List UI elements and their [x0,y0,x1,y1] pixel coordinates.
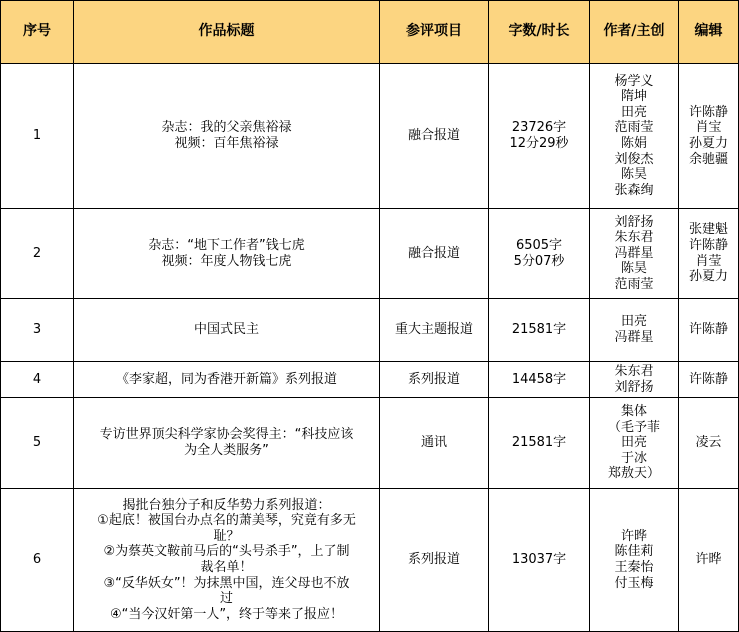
row-number: 4 [1,362,74,398]
row-editors [679,489,739,632]
row-editors [679,299,739,362]
row-editors-line: 凌云 [695,435,722,451]
row-title-line: 杂志：“地下工作者”钱七虎 [148,237,305,253]
row-authors-line: 范雨莹 [614,276,654,292]
row-title-line: 专访世界顶尖科学家协会奖得主：“科技应该 [99,427,354,443]
row-category: 系列报道 [380,489,489,632]
row-authors-line: 朱东君 [614,363,654,379]
row-title-line: 耻？ [213,528,240,544]
row-authors-line: 郑敖天） [607,466,660,482]
row-category: 融合报道 [380,64,489,209]
row-editors-line: 许晔 [695,552,722,568]
row-editors-line: 许陈静 [688,104,728,120]
row-editors-line: 肖莹 [695,253,722,269]
row-authors-line: 冯群星 [614,330,654,345]
row-editors-line: 许陈静 [688,371,728,387]
row-length [489,209,590,299]
row-length [489,398,590,489]
row-title-line: ④“当今汉奸第一人”，终于等来了报应！ [109,606,344,622]
row-authors-line: 朱东君 [614,230,654,246]
row-title [74,398,380,489]
table-row [1,489,739,632]
row-length-line: 6505字 [515,237,563,253]
table-row [1,398,739,489]
row-number: 1 [1,64,74,209]
row-length-line: 13037字 [511,552,567,568]
row-editors-line: 孙夏力 [688,136,728,151]
row-length [489,299,590,362]
row-title [74,209,380,299]
row-authors-line: 刘俊杰 [614,151,654,167]
row-authors [590,398,679,489]
row-authors-line: 田亮 [620,104,647,120]
row-length-line: 12分29秒 [509,136,569,151]
row-number: 3 [1,299,74,362]
header-title: 作品标题 [74,1,380,64]
row-number: 2 [1,209,74,299]
row-category: 重大主题报道 [380,299,489,362]
row-authors-line: （毛予菲 [607,419,660,435]
row-authors-line: 许晔 [620,528,647,544]
row-authors-line: 陈昊 [620,261,647,277]
row-length-line: 21581字 [511,435,567,451]
table-row [1,299,739,362]
row-authors [590,489,679,632]
header-category: 参评项目 [380,1,489,64]
row-authors-line: 陈佳莉 [614,544,654,560]
row-title [74,489,380,632]
row-title-line: ②为蔡英文鞍前马后的“头号杀手”，上了制 [103,544,350,560]
row-title-line: 视频：年度人物钱七虎 [161,253,292,269]
header-authors: 作者/主创 [590,1,679,64]
row-authors-line: 田亮 [620,314,647,330]
row-authors [590,64,679,209]
row-title-line: 揭批台独分子和反华势力系列报道： [122,497,331,513]
row-editors [679,64,739,209]
row-title-line: 为全人类服务” [184,443,269,458]
row-number: 6 [1,489,74,632]
row-authors-line: 田亮 [620,435,647,451]
row-title [74,362,380,398]
table-row [1,209,739,299]
row-title-line: ③“反华妖女”！为抹黑中国，连父母也不放 [103,575,350,591]
row-editors-line: 许陈静 [688,237,728,253]
header-length: 字数/时长 [489,1,590,64]
row-title-line: ①起底！被国台办点名的萧美琴，究竟有多无 [97,513,356,529]
table-row [1,362,739,398]
row-authors [590,299,679,362]
header-row [1,1,739,64]
row-title-line: 杂志：我的父亲焦裕禄 [161,120,292,136]
row-length [489,489,590,632]
row-authors-line: 张森绚 [614,182,654,198]
row-authors-line: 付玉梅 [614,575,654,591]
row-authors-line: 范雨莹 [614,120,654,136]
row-length [489,64,590,209]
row-authors-line: 杨学义 [614,73,654,89]
header-editors: 编辑 [679,1,739,64]
row-category: 系列报道 [380,362,489,398]
row-editors-line: 孙夏力 [688,269,728,285]
row-length-line: 23726字 [511,120,567,136]
row-title-line: 中国式民主 [193,322,259,338]
header-no: 序号 [1,1,74,64]
row-authors [590,209,679,299]
row-number: 5 [1,398,74,489]
row-authors-line: 于冰 [620,450,647,466]
table-row [1,64,739,209]
row-title-line: 过 [219,591,233,607]
row-category: 通讯 [380,398,489,489]
row-authors [590,362,679,398]
row-length-line: 21581字 [511,322,567,338]
row-authors-line: 王秦怡 [614,560,654,575]
row-title-line: 《李家超，同为香港开新篇》系列报道 [115,371,337,387]
row-authors-line: 陈娟 [620,136,647,151]
row-title-line: 裁名单！ [200,560,253,575]
row-authors-line: 刘舒扬 [614,379,654,395]
row-length-line: 14458字 [511,371,567,387]
row-category: 融合报道 [380,209,489,299]
row-authors-line: 集体 [620,404,647,420]
row-title-line: 视频：百年焦裕禄 [174,136,279,151]
row-authors-line: 陈昊 [620,167,647,183]
row-editors-line: 肖宝 [695,120,722,136]
row-authors-line: 隋坤 [620,89,647,105]
row-title [74,64,380,209]
row-title [74,299,380,362]
row-editors [679,398,739,489]
row-editors-line: 许陈静 [688,322,728,338]
row-editors-line: 余驰疆 [688,151,728,167]
row-length [489,362,590,398]
row-editors [679,362,739,398]
row-editors [679,209,739,299]
row-length-line: 5分07秒 [513,253,565,269]
row-authors-line: 刘舒扬 [614,214,654,230]
row-authors-line: 冯群星 [614,245,654,261]
row-editors-line: 张建魁 [688,222,728,238]
